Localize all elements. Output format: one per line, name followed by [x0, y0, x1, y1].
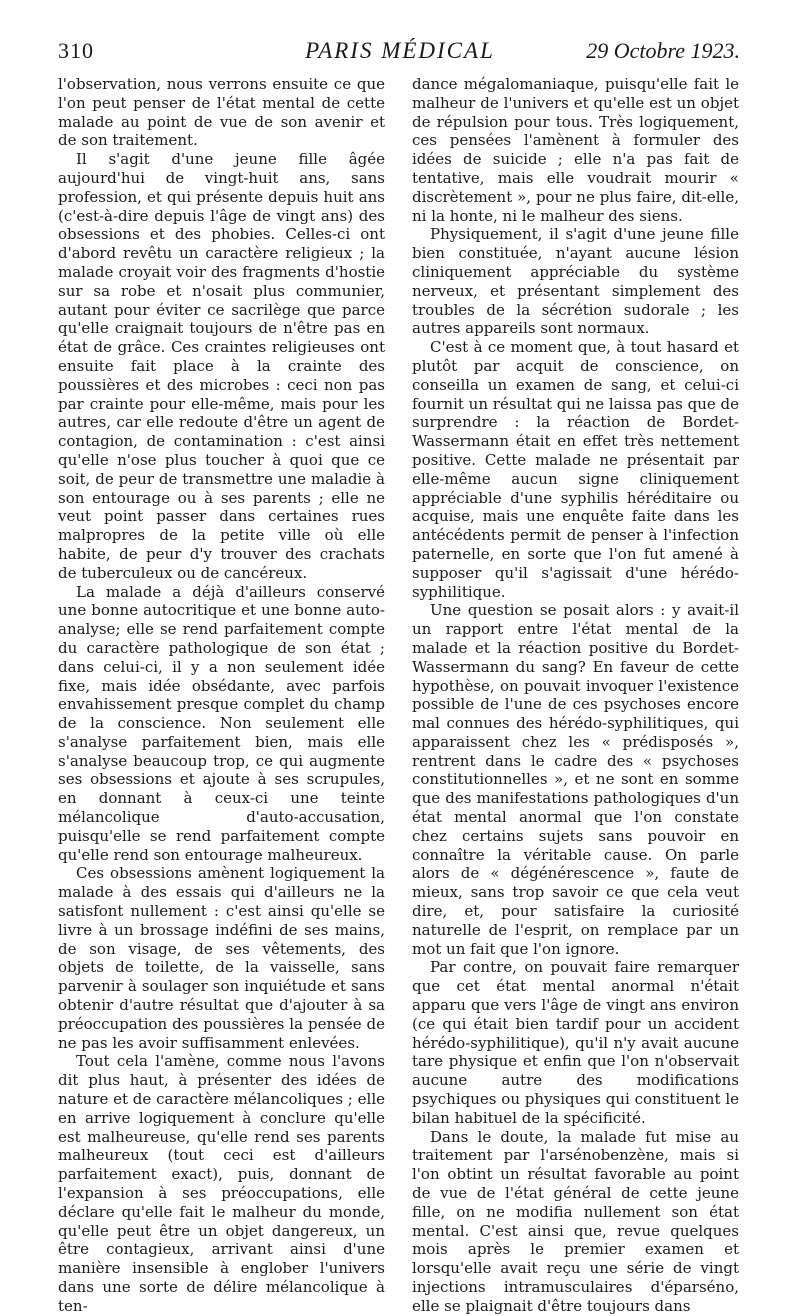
paragraph: dance mégalomaniaque, puisqu'elle fait le malheur de l'univers et qu'elle est un objet de répulsion pour tous. Très logiquement, ces pensées l'amènent à formuler des idées de suicide ; elle n'a pas fait de tentative, mais elle voudrait mourir « discrètement », pour ne plus faire, dit-elle, ni la honte, ni le malheur des siens. [412, 75, 739, 225]
left-column [58, 75, 385, 1316]
journal-title: PARIS MÉDICAL [305, 38, 495, 63]
paragraph: C'est à ce moment que, à tout hasard et plutôt par acquit de conscience, on conseilla un examen de sang, et celui-ci fournit un résultat qui ne laissa pas que de surprendre : la réaction de Bordet-Wassermann était en effet très nettement positive. Cette malade ne présentait par elle-même aucun signe cliniquement appréciable d'une syphilis héréditaire ou acquise, mais une enquête faite dans les antécédents permit de penser à l'infection paternelle, en sorte que l'on fut amené à supposer qu'il s'agissait d'une hérédo-syphilitique. [412, 338, 739, 601]
paragraph: Par contre, on pouvait faire remarquer que cet état mental anormal n'était apparu que vers l'âge de vingt ans environ (ce qui était bien tardif pour un accident hérédo-syphilitique), qu'il n'y avait aucune tare physique et enfin que l'on n'observait aucune autre des modifications psychiques ou physiques qui constituent le bilan habituel de la spécificité. [412, 958, 739, 1127]
paragraph: Dans le doute, la malade fut mise au traitement par l'arsénobenzène, mais si l'on obtint un résultat favorable au point de vue de l'état général de cette jeune fille, on ne modifia nullement son état mental. C'est ainsi que, revue quelques mois après le premier examen et lorsqu'elle avait reçu une série de vingt injections intramusculaires d'éparséno, elle se plaignait d'être toujours dans [412, 1127, 739, 1315]
page-number: 310 [58, 38, 94, 63]
paragraph: Il s'agit d'une jeune fille âgée aujourd'hui de vingt-huit ans, sans profession, et qui présente depuis huit ans (c'est-à-dire depuis l'âge de vingt ans) des obsessions et des phobies. Celles-ci ont d'abord revêtu un caractère religieux ; la malade croyait voir des fragments d'hostie sur sa robe et n'osait plus communier, autant pour éviter ce sacrilège que parce qu'elle craignait toujours de n'être pas en état de grâce. Ces craintes religieuses ont ensuite fait place à la crainte des poussières et des microbes : ceci non pas par crainte pour elle-même, mais pour les autres, car elle redoute d'être un agent de contagion, de contamination : c'est ainsi qu'elle n'ose plus toucher à quoi que ce soit, de peur de transmettre une maladie à son entourage ou à ses parents ; elle ne veut point passer dans certaines rues malpropres de la petite ville où elle habite, de peur d'y trouver des crachats de tuberculeux ou de cancéreux. [58, 150, 385, 582]
paragraph: La malade a déjà d'ailleurs conservé une bonne autocritique et une bonne auto-analyse; elle se rend parfaitement compte du caractère pathologique de son état ; dans celui-ci, il y a non seulement idée fixe, mais idée obsédante, avec parfois envahissement presque complet du champ de la conscience. Non seulement elle s'analyse parfaitement bien, mais elle s'analyse beaucoup trop, ce qui augmente ses obsessions et ajoute à ses scrupules, en donnant à ceux-ci une teinte mélancolique d'auto-accusation, puisqu'elle se rend parfaitement compte qu'elle rend son entourage malheureux. [58, 582, 385, 864]
paragraph: l'observation, nous verrons ensuite ce que l'on peut penser de l'état mental de cette malade au point de vue de son avenir et de son traitement. [58, 75, 385, 150]
page-header [0, 0, 800, 70]
paragraph: Une question se posait alors : y avait-il un rapport entre l'état mental de la malade et la réaction positive du Bordet-Wassermann du sang? En faveur de cette hypothèse, on pouvait invoquer l'existence possible de l'une de ces psychoses encore mal connues des hérédo-syphilitiques, qui apparaissent chez les « prédisposés », rentrent dans le cadre des « psychoses constitutionnelles », et ne sont en somme que des manifestations pathologiques d'un état mental anormal que l'on constate chez certains sujets sans pouvoir en connaître la véritable cause. On parle alors de « dégénérescence », faute de mieux, sans trop savoir ce que cela veut dire, et, pour satisfaire la curiosité naturelle de l'esprit, on remplace par un mot un fait que l'on ignore. [412, 601, 739, 958]
paragraph: Physiquement, il s'agit d'une jeune fille bien constituée, n'ayant aucune lésion cliniquement appréciable du système nerveux, et présentant simplement des troubles de la sécrétion sudorale ; les autres appareils sont normaux. [412, 225, 739, 338]
paragraph: Tout cela l'amène, comme nous l'avons dit plus haut, à présenter des idées de nature et de caractère mélancoliques ; elle en arrive logiquement à conclure qu'elle est malheureuse, qu'elle rend ses parents malheureux (tout ceci est d'ailleurs parfaitement exact), puis, donnant de l'expansion à ses préoccupations, elle déclare qu'elle fait le malheur du monde, qu'elle peut être un objet dangereux, un être contagieux, arrivant ainsi d'une manière insensible à englober l'univers dans une sorte de délire mélancolique à ten- [58, 1052, 385, 1315]
issue-date: 29 Octobre 1923. [586, 38, 740, 63]
paragraph: Ces obsessions amènent logiquement la malade à des essais qui d'ailleurs ne la satisfont nullement : c'est ainsi qu'elle se livre à un brossage indéfini de ses mains, de son visage, de ses vêtements, des objets de toilette, de la vaisselle, sans parvenir à soulager son inquiétude et sans obtenir d'autre résultat que d'ajouter à sa préoccupation des poussières la pensée de ne pas les avoir suffisamment enlevées. [58, 864, 385, 1052]
right-column [412, 75, 739, 1316]
